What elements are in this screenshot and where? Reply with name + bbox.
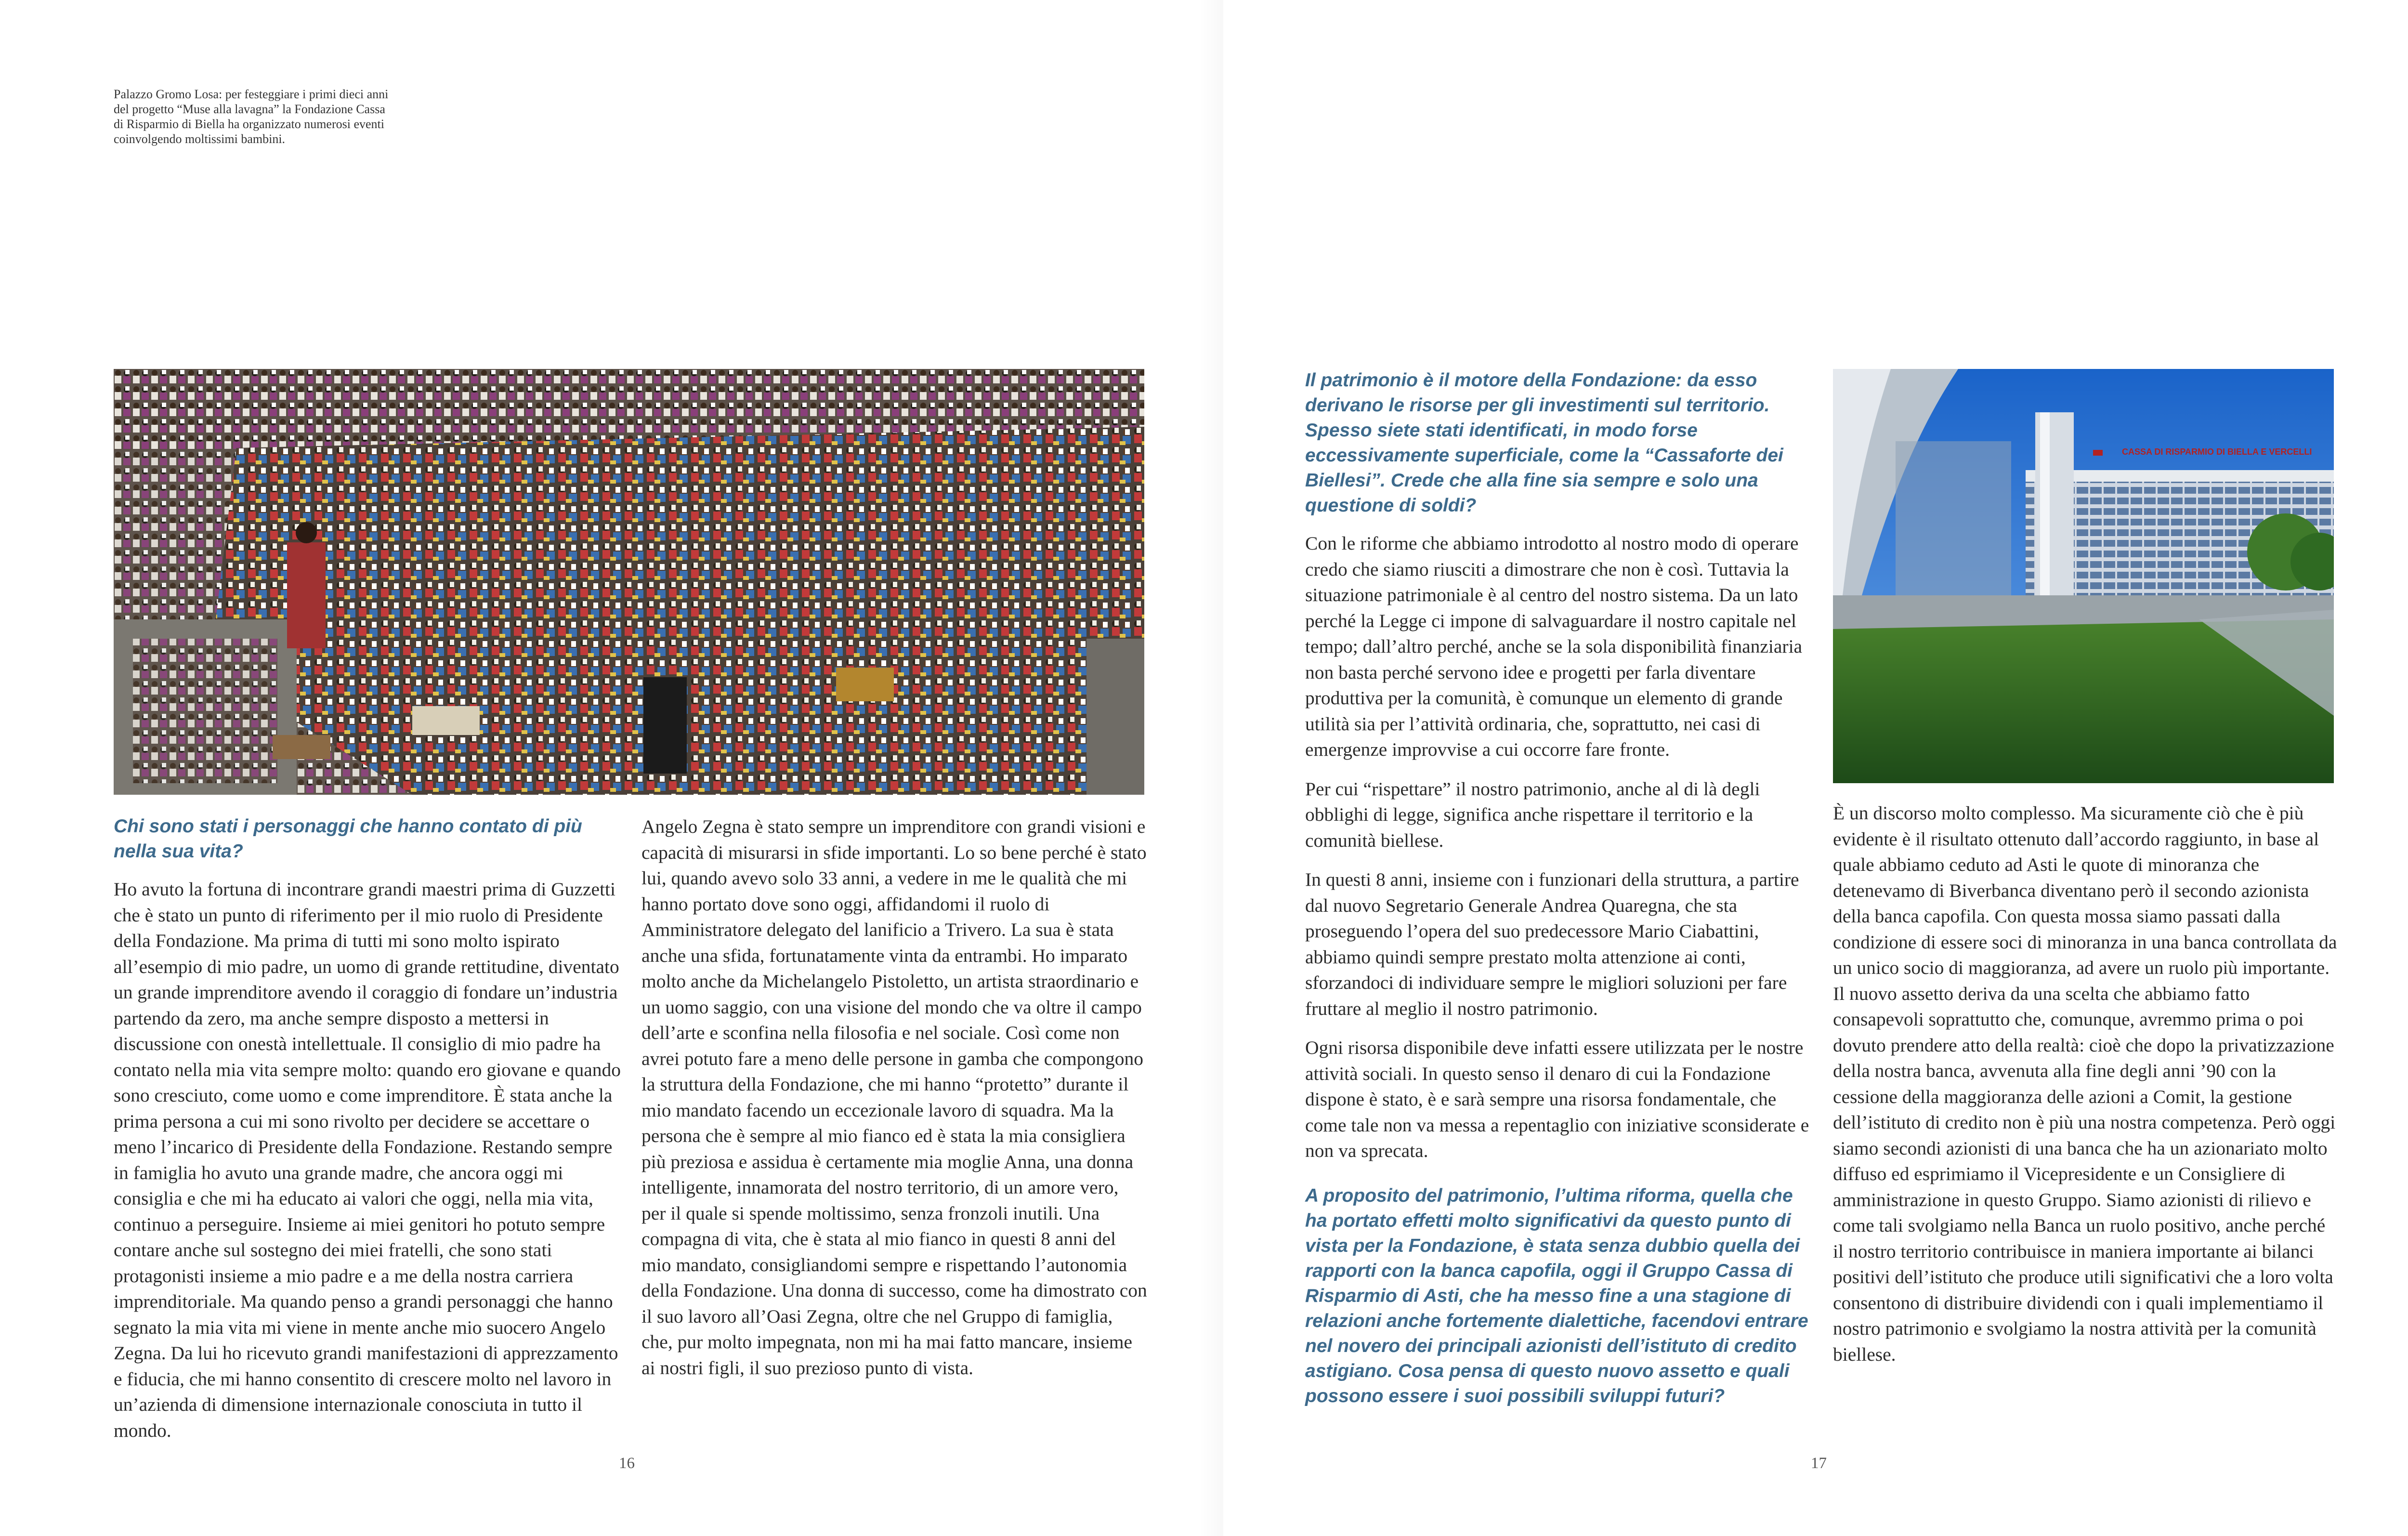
interview-question: Chi sono stati i personaggi che hanno contato di più nella sua vita? bbox=[114, 816, 582, 862]
photo-caption: Palazzo Gromo Losa: per festeggiare i primi dieci anni del progetto “Muse alla lavagna” la Fondazione Cassa di Risparmio di Biella ha organizzato numerosi eventi coinvolgendo moltissimi bambini. bbox=[114, 87, 389, 146]
answer-paragraph: In questi 8 anni, insieme con i funzionari della struttura, a partire dal nuovo Segretario Generale Andrea Quaregna, che sta proseguendo l’opera del suo predecessore Mario Ciabattini, abbiamo quindi sempre prestato molta attenzione ai conti, sforzandoci di individuare sempre le migliori soluzioni per fare fruttare al meglio il nostro patrimonio. bbox=[1305, 869, 1799, 1019]
interview-question: Il patrimonio è il motore della Fondazione: da esso derivano le risorse per gli investimenti sul territorio. Spesso siete stati identificati, in modo forse eccessivamente superficiale, come la “Cassaforte dei Biellesi”. Crede che alla fine sia sempre e solo una questione di soldi? bbox=[1305, 370, 1783, 516]
page-number: 16 bbox=[619, 1455, 635, 1472]
interview-question: A proposito del patrimonio, l’ultima riforma, quella che ha portato effetti molto significativi da questo punto di vista per la Fondazione, è stata senza dubbio quella dei rapporti con la banca capofila, oggi il Gruppo Cassa di Risparmio di Asti, che ha messo fine a una stagione di relazioni anche fortemente dialettiche, facendovi entrare nel novero dei principali azionisti dell’istituto di credito astigiano. Cosa pensa di questo nuovo assetto e quali possono essere i suoi possibili sviluppi futuri? bbox=[1305, 1185, 1808, 1406]
answer-paragraph: Ogni risorsa disponibile deve infatti essere utilizzata per le nostre attività sociali. In questo senso il denaro di cui la Fondazione dispone è stato, è e sarà sempre una risorsa fondamentale, che come tale non va messa a repentaglio con iniziative sconsiderate e non va sprecata. bbox=[1305, 1037, 1809, 1161]
page-number: 17 bbox=[1811, 1455, 1827, 1472]
right-page bbox=[1223, 0, 2408, 1536]
answer-paragraph: Angelo Zegna è stato sempre un imprenditore con grandi visioni e capacità di misurarsi in sfide importanti. Lo so bene perché è stato lui, quando avevo solo 33 anni, a vedere in me le qualità che mi hanno portato dove sono oggi, affidandomi il ruolo di Amministratore delegato del lanificio a Trivero. La sua è stata anche una sfida, fortunatamente vinta da entrambi. Ho imparato molto anche da Michelangelo Pistoletto, un artista straordinario e un uomo saggio, con una visione del mondo che va oltre il campo dell’arte e sconfina nella filosofia e nel sociale. Così come non avrei potuto fare a meno delle persone in gamba che compongono la struttura della Fondazione, che mi hanno “protetto” durante il mio mandato facendo un eccezionale lavoro di squadra. Ma la persona che è sempre al mio fianco ed è stata la mia consigliera più preziosa e assidua è certamente mia moglie Anna, una donna intelligente, innamorata del nostro territorio, di un amore vero, per il quale si spende moltissimo, senza fronzoli inutili. Una compagna di vita, che è stata al mio fianco in questi 8 anni del mio mandato, consigliandomi sempre e rispettando l’autonomia della Fondazione. Una donna di successo, come ha dimostrato con il suo lavoro all’Oasi Zegna, oltre che nel Gruppo di famiglia, che, pur molto impegnata, non mi ha mai fatto mancare, insieme ai nostri figli, il suo prezioso punto di vista. bbox=[641, 816, 1147, 1378]
children-event-photo bbox=[114, 369, 1144, 795]
answer-paragraph: Con le riforme che abbiamo introdotto al nostro modo di operare credo che siamo riusciti a dimostrare che non è così. Tuttavia la situazione patrimoniale è al centro del nostro sistema. Da un lato perché la Legge ci impone di salvaguardare il nostro capitale nel tempo; dall’altro perché, anche se la sola disponibilità finanziaria non basta perché servono idee e progetti per farla diventare produttiva per la comunità, è comunque un elemento di grande utilità sia per l’attività ordinaria, che, soprattutto, nei casi di emergenze improvvise a cui occorre fare fronte. bbox=[1305, 533, 1803, 760]
right-column-2 bbox=[1833, 801, 2339, 1381]
right-column-1 bbox=[1305, 368, 1811, 1421]
answer-paragraph: È un discorso molto complesso. Ma sicuramente ciò che è più evidente è il risultato ottenuto dall’accordo raggiunto, in base al quale abbiamo ceduto ad Asti le quote di minoranza che detenevamo di Biverbanca diventano però il secondo azionista della banca capofila. Con questa mossa siamo passati dalla condizione di essere soci di minoranza in una banca controllata da un unico socio di maggioranza, ad avere un ruolo più importante. Il nuovo assetto deriva da una scelta che abbiamo fatto consapevoli soprattutto che, comunque, avremmo prima o poi dovuto prendere atto della realtà: cioè che dopo la privatizzazione della nostra banca, avvenuta alla fine degli anni ’90 con la cessione della maggioranza delle azioni a Comit, la gestione dell’istituto di credito non è più una nostra competenza. Però oggi siamo secondi azionisti di una banca che ha un azionariato molto diffuso ed esprimiamo il Vicepresidente e un Consigliere di amministrazione in questo Gruppo. Siamo azionisti di rilievo e come tali svolgiamo nella Banca un ruolo positivo, anche perché il nostro territorio contribuisce in maniera importante ai bilanci positivi dell’istituto che produce utili significativi che a loro volta consentono di distribuire dividendi con i quali implementiamo il nostro patrimonio e svolgiamo la nostra attività per la comunità biellese. bbox=[1833, 802, 2337, 1365]
answer-paragraph: Per cui “rispettare” il nostro patrimonio, anche al di là degli obblighi di legge, significa anche rispettare il territorio e la comunità biellese. bbox=[1305, 778, 1760, 851]
answer-paragraph: Ho avuto la fortuna di incontrare grandi maestri prima di Guzzetti che è stato un punto di riferimento per il mio ruolo di Presidente della Fondazione. Ma prima di tutti mi sono molto ispirato all’esempio di mio padre, un uomo di grande rettitudine, diventato un grande imprenditore avendo il coraggio di fondare un’industria partendo da zero, ma anche sempre disposto a mettersi in discussione con onestà intellettuale. Il consiglio di mio padre ha contato nella mia vita sempre molto: quando ero giovane e quando sono cresciuto, come uomo e come imprenditore. È stata anche la prima persona a cui mi sono rivolto per decidere se accettare o meno l’incarico di Presidente della Fondazione. Restando sempre in famiglia ho avuto una grande madre, che ancora oggi mi consiglia e che mi ha educato ai valori che oggi, nella mia vita, continuo a perseguire. Insieme ai miei genitori ho potuto sempre contare anche sul sostegno dei miei fratelli, che sono stati protagonisti insieme a mio padre e a me della nostra carriera imprenditoriale. Ma quando penso a grandi personaggi che hanno segnato la mia vita mi viene in mente anche mio suocero Angelo Zegna. Da lui ho ricevuto grandi manifestazioni di apprezzamento e fiducia, che mi hanno consentito di crescere molto nel lavoro in un’azienda di dimensione internazionale conosciuta in tutto il mondo. bbox=[114, 879, 621, 1441]
left-column-2 bbox=[641, 814, 1147, 1394]
crowd-image bbox=[114, 369, 1144, 795]
building-image bbox=[1833, 369, 2334, 783]
left-column-1 bbox=[114, 814, 624, 1457]
bank-building-photo bbox=[1833, 369, 2334, 783]
building-sign: CASSA DI RISPARMIO DI BIELLA E VERCELLI bbox=[2122, 447, 2312, 457]
